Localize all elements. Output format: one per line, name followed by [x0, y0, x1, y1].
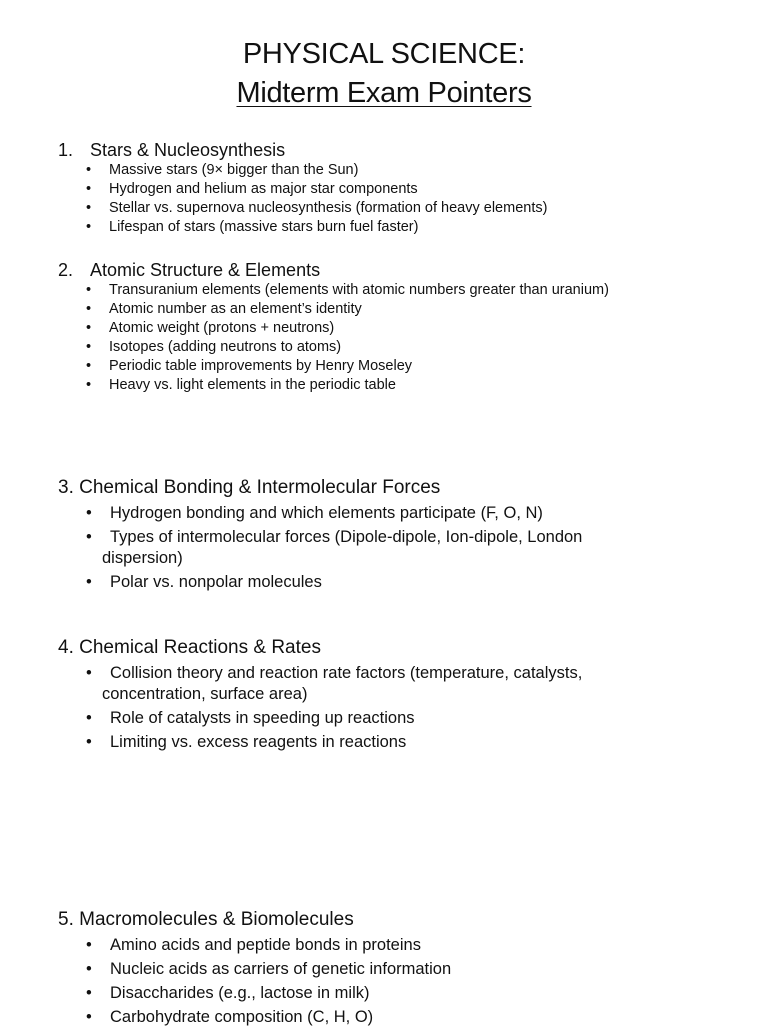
list-item: [86, 708, 748, 729]
bullet-icon: •: [86, 339, 92, 355]
list-item-text: Heavy vs. light elements in the periodic table: [109, 377, 396, 393]
section-heading: [58, 909, 748, 931]
section-heading: [58, 477, 748, 499]
section-title: Stars & Nucleosynthesis: [90, 140, 286, 160]
page-title: PHYSICAL SCIENCE:: [242, 38, 526, 70]
bullet-list: [86, 935, 748, 1028]
list-item: [86, 300, 748, 319]
bullet-icon: •: [86, 960, 92, 978]
section-heading: [58, 259, 748, 281]
list-item-text: Transuranium elements (elements with atomic numbers greater than uranium): [109, 282, 609, 298]
section-number: 1.: [58, 140, 74, 160]
section-number: 2.: [58, 260, 74, 280]
section-number: 4.: [58, 637, 74, 658]
page-subtitle-text: Midterm Exam Pointers: [236, 77, 532, 109]
bullet-icon: •: [86, 358, 92, 374]
list-item-text: Periodic table improvements by Henry Moseley: [109, 358, 413, 374]
list-item-text: Polar vs. nonpolar molecules: [110, 573, 322, 591]
list-item: [86, 218, 748, 237]
list-item-text: Carbohydrate composition (C, H, O): [110, 1008, 374, 1026]
bullet-icon: •: [86, 377, 92, 393]
section-title: Chemical Bonding & Intermolecular Forces: [79, 477, 441, 498]
bullet-icon: •: [86, 162, 92, 178]
section-atomic-structure: [58, 259, 748, 395]
list-item: [86, 663, 748, 705]
list-item-text: Atomic weight (protons + neutrons): [109, 320, 335, 336]
list-item-text: Hydrogen bonding and which elements participate (F, O, N): [110, 504, 543, 522]
bullet-icon: •: [86, 320, 92, 336]
bullet-icon: •: [86, 282, 92, 298]
bullet-icon: •: [86, 181, 92, 197]
section-title: Macromolecules & Biomolecules: [79, 909, 354, 930]
list-item-text-continued: dispersion): [102, 549, 183, 567]
section-stars-nucleosynthesis: [58, 139, 748, 237]
list-item-text: Lifespan of stars (massive stars burn fuel faster): [109, 219, 419, 235]
list-item: [86, 338, 748, 357]
list-item: [86, 180, 748, 199]
list-item: [86, 199, 748, 218]
section-title: Atomic Structure & Elements: [90, 260, 321, 280]
list-item-text: Isotopes (adding neutrons to atoms): [109, 339, 342, 355]
bullet-icon: •: [86, 200, 92, 216]
list-item-text-continued: concentration, surface area): [102, 685, 308, 703]
list-item-text: Types of intermolecular forces (Dipole-dipole, Ion-dipole, London: [110, 528, 583, 546]
list-item: [86, 572, 748, 593]
list-item: [86, 935, 748, 956]
section-heading: [58, 637, 748, 659]
bullet-icon: •: [86, 219, 92, 235]
list-item: [86, 983, 748, 1004]
bullet-icon: •: [86, 573, 92, 591]
list-item: [86, 503, 748, 524]
list-item: [86, 732, 748, 753]
section-chemical-reactions: [58, 637, 748, 756]
list-item-text: Limiting vs. excess reagents in reactions: [110, 733, 407, 751]
list-item: [86, 281, 748, 300]
list-item-text: Nucleic acids as carriers of genetic information: [110, 960, 452, 978]
page-subtitle: [0, 75, 768, 111]
list-item: [86, 527, 748, 569]
bullet-icon: •: [86, 504, 92, 522]
bullet-icon: •: [86, 936, 92, 954]
bullet-icon: •: [86, 528, 92, 546]
list-item: [86, 161, 748, 180]
bullet-icon: •: [86, 733, 92, 751]
list-item-text: Role of catalysts in speeding up reactions: [110, 709, 415, 727]
list-item: [86, 376, 748, 395]
list-item: [86, 959, 748, 980]
list-item-text: Stellar vs. supernova nucleosynthesis (formation of heavy elements): [109, 200, 548, 216]
section-number: 3.: [58, 477, 74, 498]
section-heading: [58, 139, 748, 161]
bullet-icon: •: [86, 664, 92, 682]
bullet-icon: •: [86, 709, 92, 727]
list-item: [86, 357, 748, 376]
bullet-icon: •: [86, 984, 92, 1002]
bullet-list: [86, 161, 748, 237]
bullet-list: [86, 503, 748, 593]
list-item: [86, 1007, 748, 1028]
bullet-list: [86, 281, 748, 395]
bullet-list: [86, 663, 748, 753]
list-item-text: Atomic number as an element’s identity: [109, 301, 362, 317]
section-number: 5.: [58, 909, 74, 930]
list-item-text: Massive stars (9× bigger than the Sun): [109, 162, 359, 178]
section-chemical-bonding: [58, 477, 748, 596]
list-item-text: Hydrogen and helium as major star components: [109, 181, 418, 197]
list-item-text: Amino acids and peptide bonds in proteins: [110, 936, 421, 954]
list-item-text: Collision theory and reaction rate factors (temperature, catalysts,: [110, 664, 583, 682]
section-macromolecules: [58, 909, 748, 1031]
bullet-icon: •: [86, 301, 92, 317]
list-item: [86, 319, 748, 338]
list-item-text: Disaccharides (e.g., lactose in milk): [110, 984, 370, 1002]
section-title: Chemical Reactions & Rates: [79, 637, 321, 658]
bullet-icon: •: [86, 1008, 92, 1026]
